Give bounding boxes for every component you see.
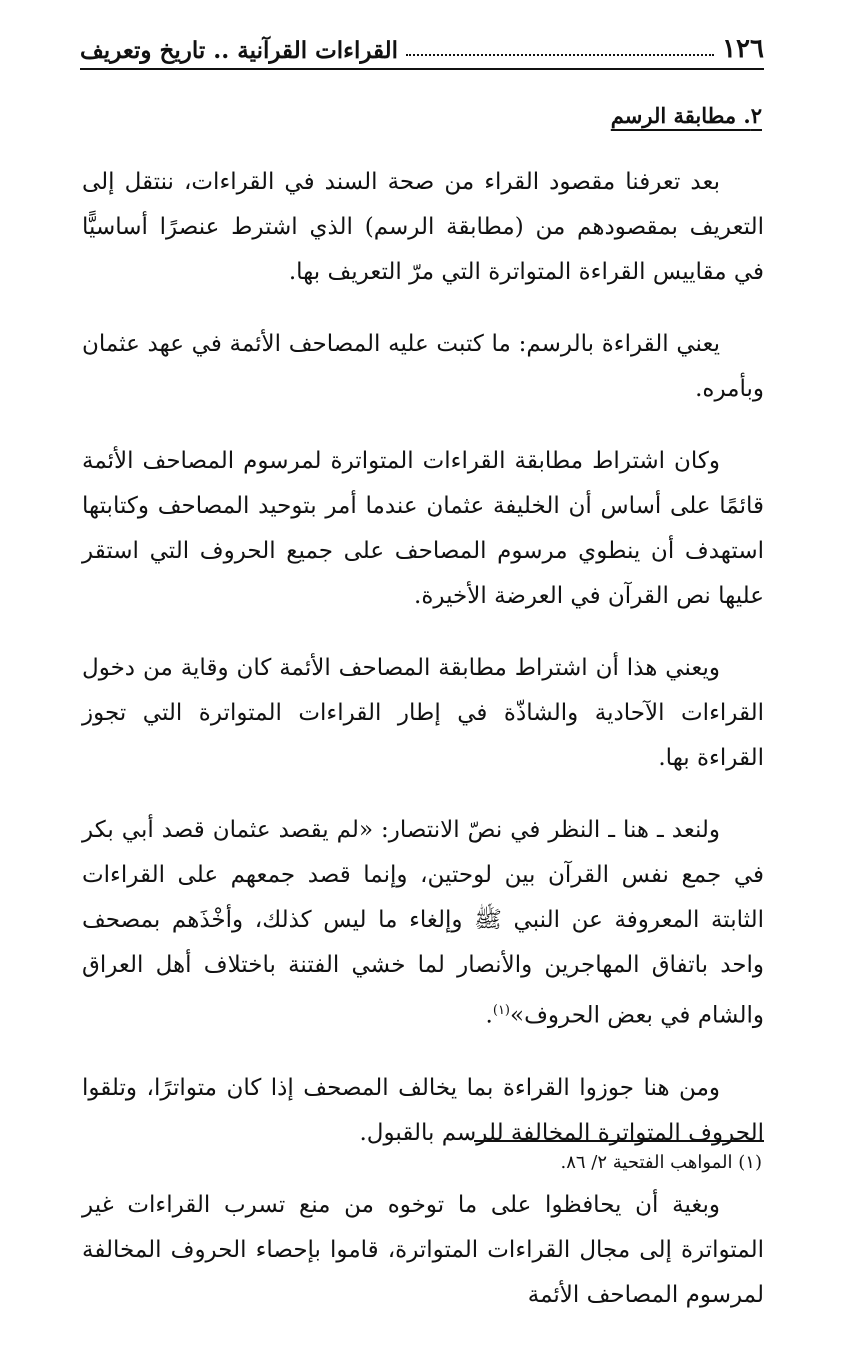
header-dot-leader [406,54,714,56]
footnote: (١) المواهب الفتحية ٢/ ٨٦. [560,1152,762,1173]
paragraph: يعني القراءة بالرسم: ما كتبت عليه المصاحف الأئمة في عهد عثمان وبأمره. [82,331,764,402]
page-number: ١٢٦ [722,34,764,64]
section-heading: ٢. مطابقة الرسم [610,103,762,128]
paragraph: وكان اشتراط مطابقة القراءات المتواترة لمرسوم المصاحف الأئمة قائمًا على أساس أن الخليفة عثمان عندما أمر بتوحيد المصاحف وكتابتها استهدف أن ينطوي مرسوم المصاحف على جميع الحروف التي استقر عليها نص القرآن في العرضة الأخيرة. [82,448,764,609]
footnote-separator [474,1140,764,1142]
paragraph: بعد تعرفنا مقصود القراء من صحة السند في القراءات، ننتقل إلى التعريف بمقصودهم من (مطابقة الرسم) الذي اشترط عنصرًا أساسيًّا في مقاييس القراءة المتواترة التي مرّ التعريف بها. [82,169,764,285]
sentence-end: . [485,1002,493,1029]
paragraph: ومن هنا جوزوا القراءة بما يخالف المصحف إذا كان متواترًا، وتلقوا الحروف المتواترة المخالفة للرسم بالقبول. [82,1074,764,1146]
paragraph-with-quote [82,808,764,1039]
paragraph: ويعني هذا أن اشتراط مطابقة المصاحف الأئمة كان وقاية من دخول القراءات الآحادية والشاذّة في إطار القراءات المتواترة التي تجوز القراءة بها. [82,655,764,771]
book-title: القراءات القرآنية .. تاريخ وتعريف [80,37,399,64]
paragraph: وبغية أن يحافظوا على ما توخوه من منع تسرب القراءات غير المتواترة إلى مجال القراءات المتواترة، قاموا بإحصاء الحروف المخالفة لمرسوم المصاحف الأئمة [82,1191,764,1308]
running-header [80,30,764,70]
footnote-reference[interactable]: (١) [492,1003,510,1018]
quote-text: ولنعد ـ هنا ـ النظر في نصّ الانتصار: «لم يقصد عثمان قصد أبي بكر في جمع نفس القرآن بين لوحتين، وإنما قصد جمعهم على القراءات الثابتة المعروفة عن النبي ﷺ وإلغاء ما ليس كذلك، وأخْذَهم بمصحف واحد باتفاق المهاجرين والأنصار لما خشي الفتنة باختلاف أهل العراق والشام في بعض الحروف» [82,817,764,1029]
